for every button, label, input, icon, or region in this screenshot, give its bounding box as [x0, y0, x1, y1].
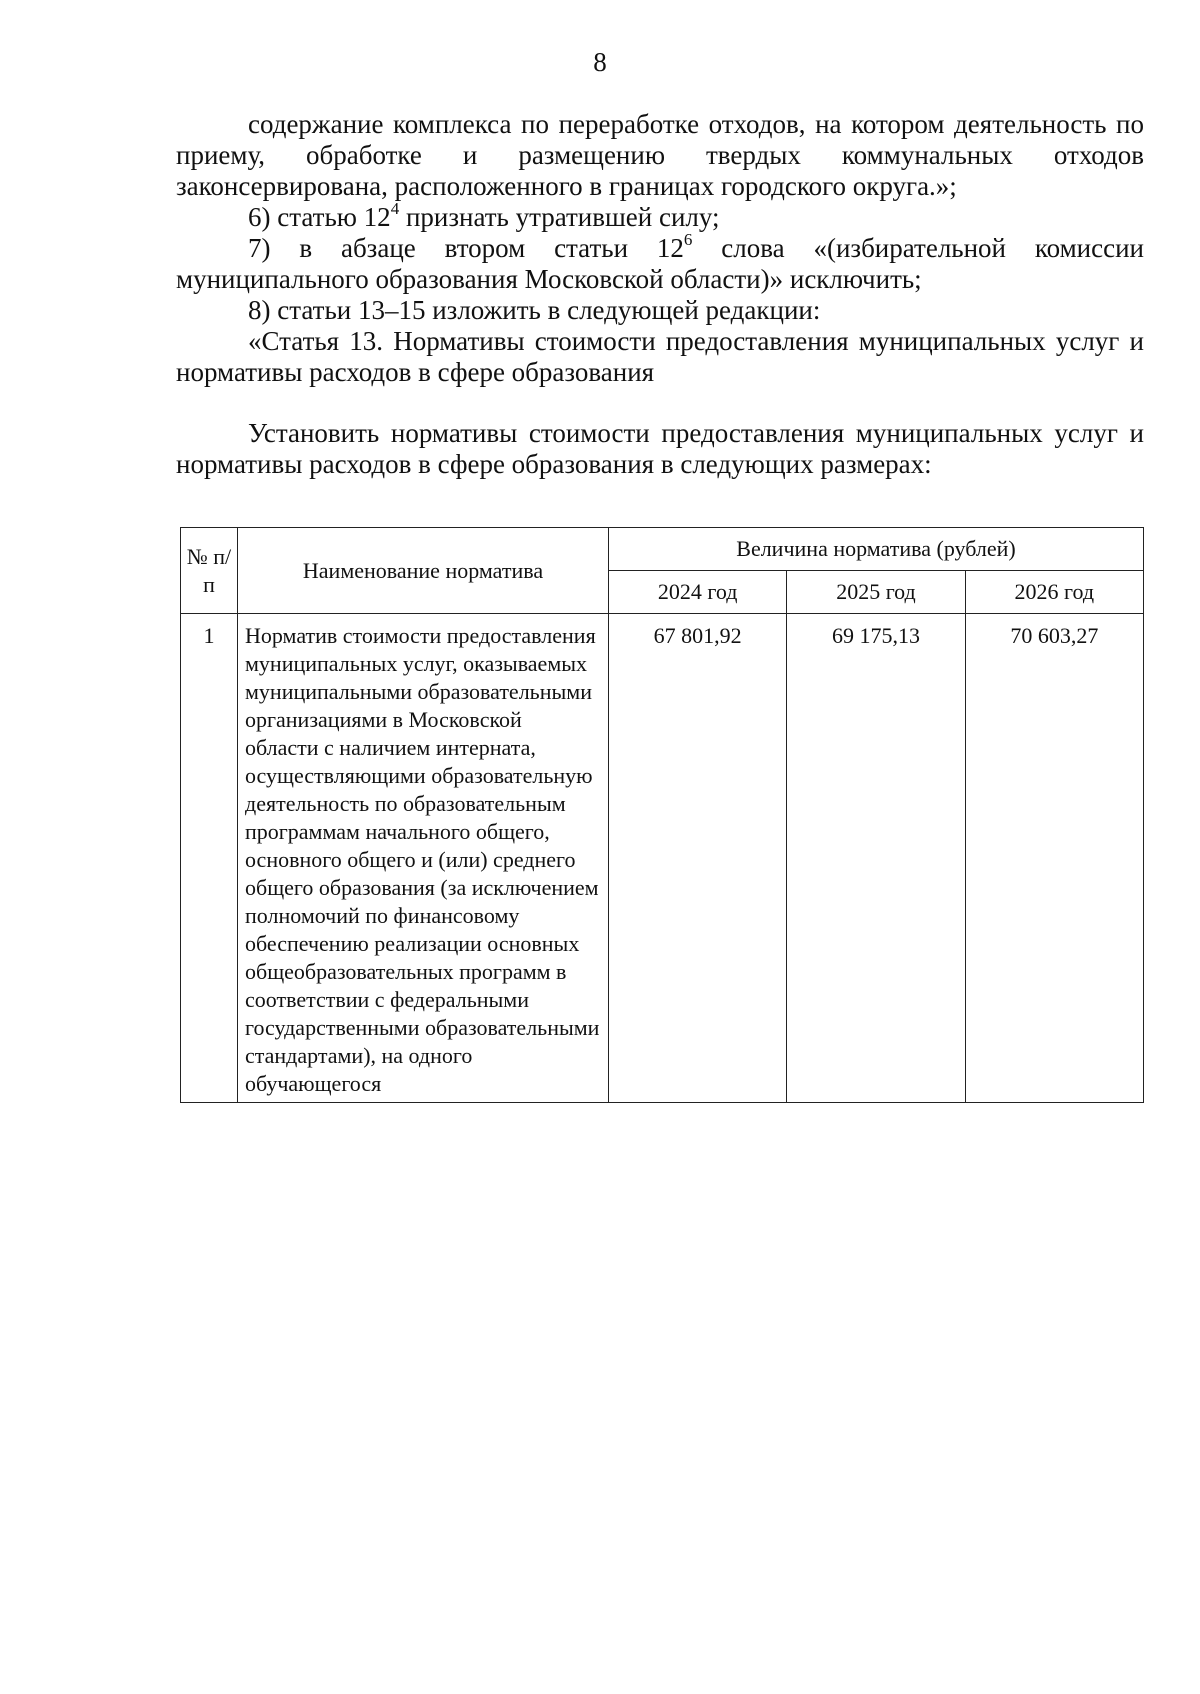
norms-table: [180, 527, 1144, 1103]
page-number: 8: [593, 47, 607, 77]
paragraph-intro: Установить нормативы стоимости предоставления муниципальных услуг и нормативы расходов в сфере образования в следующих размерах:: [176, 418, 1144, 479]
header-year-2025: 2025 год: [787, 571, 965, 614]
table-row: [181, 614, 1144, 1103]
item-7-text-before: 7) в абзаце втором статьи 12: [248, 233, 684, 263]
header-value-group: Величина норматива (рублей): [609, 528, 1144, 571]
paragraph-continuation: содержание комплекса по переработке отходов, на котором деятельность по приему, обработке и размещению твердых коммунальных отходов законсервирована, расположенного в границах городского округа.»;: [176, 109, 1144, 201]
row-value-2026: 70 603,27: [965, 614, 1143, 1103]
item-6-superscript: 4: [390, 199, 400, 218]
header-num: № п/п: [181, 528, 238, 614]
header-name: Наименование норматива: [238, 528, 609, 614]
item-6-text-after: признать утратившей силу;: [399, 202, 720, 232]
paragraph-item-6: [176, 199, 1144, 233]
paragraph-item-7: [176, 230, 1144, 295]
row-value-2025: 69 175,13: [787, 614, 965, 1103]
item-6-text-before: 6) статью 12: [248, 202, 391, 232]
item-7-superscript: 6: [683, 230, 693, 249]
article-13-title: «Статья 13. Нормативы стоимости предоставления муниципальных услуг и нормативы расходов в сфере образования: [176, 326, 1144, 387]
row-value-2024: 67 801,92: [609, 614, 787, 1103]
item-7-text-after: слова «(избирательной комиссии муниципального образования Московской области)» исключить;: [176, 233, 1144, 294]
row-num: 1: [181, 614, 238, 1103]
spacer: [176, 388, 1144, 418]
row-name: Норматив стоимости предоставления муниципальных услуг, оказываемых муниципальными образовательными организациями в Московской области с наличием интерната, осуществляющими образовательную деятельность по образовательным программам начального общего, основного общего и (или) среднего общего образования (за исключением полномочий по финансовому обеспечению реализации основных общеобразовательных программ в соответствии с федеральными государственными образовательными стандартами), на одного обучающегося: [238, 614, 609, 1103]
header-year-2026: 2026 год: [965, 571, 1143, 614]
header-year-2024: 2024 год: [609, 571, 787, 614]
paragraph-item-8: 8) статьи 13–15 изложить в следующей редакции:: [248, 295, 821, 325]
table-header-row: [181, 528, 1144, 571]
body-text-top: [176, 109, 1144, 480]
